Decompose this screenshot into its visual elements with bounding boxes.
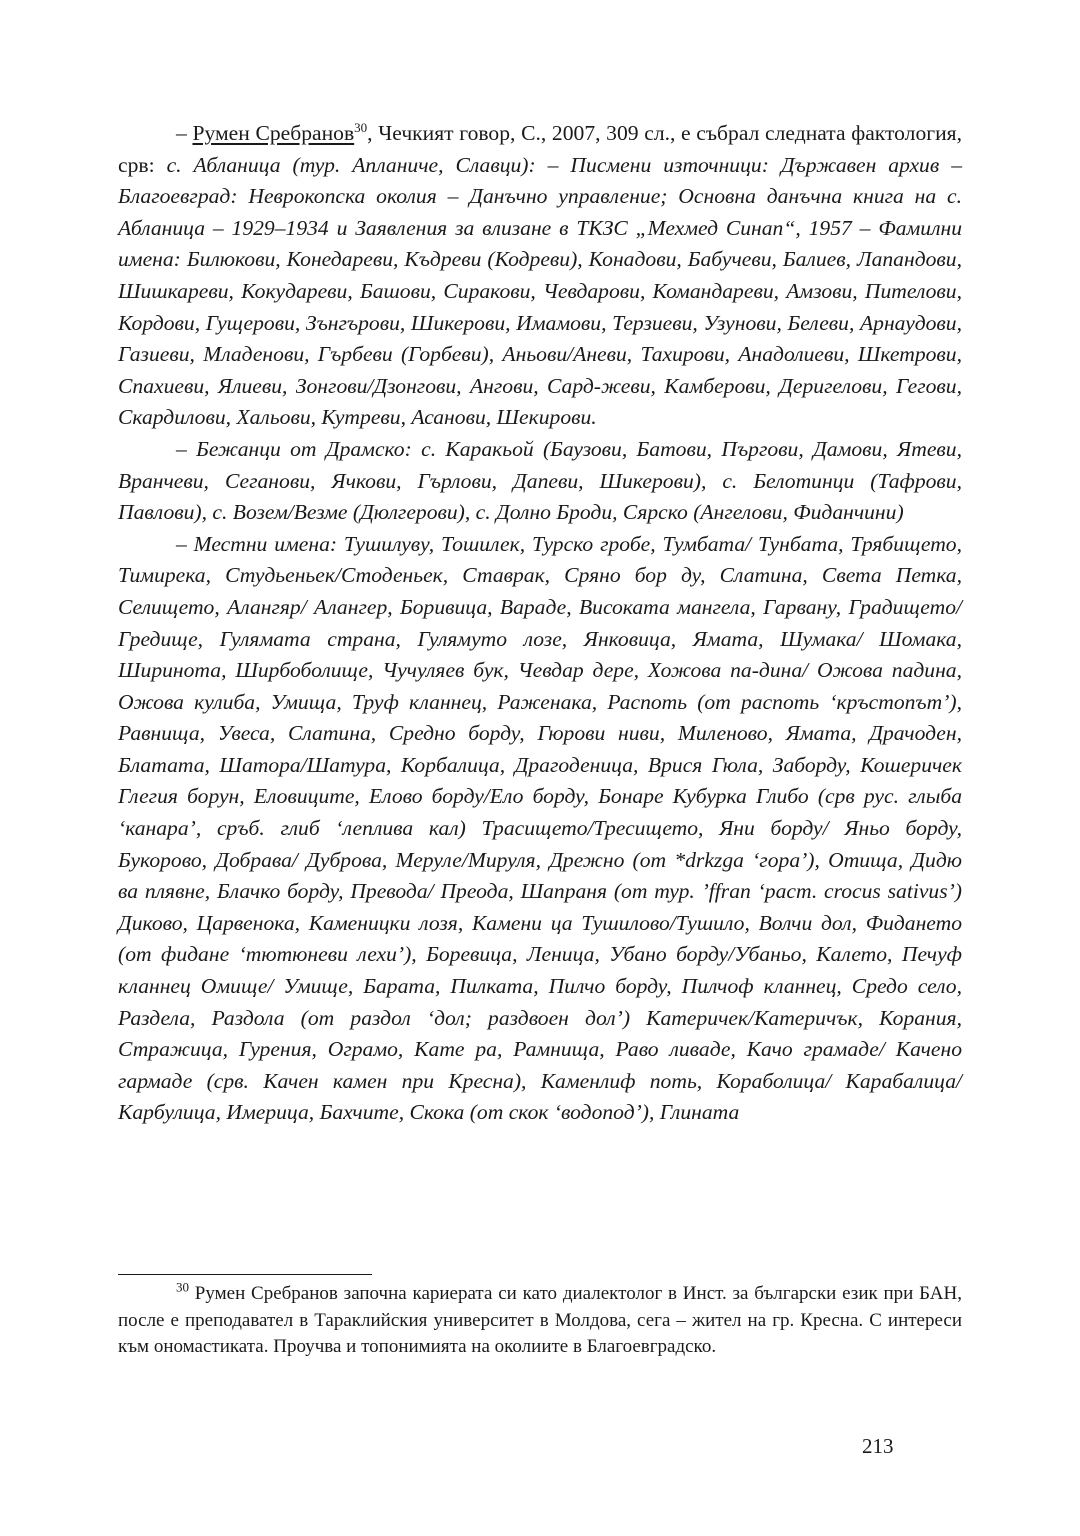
paragraph-place-names: – Местни имена: Тушилуву, Тошилек, Турско гробе, Тумбата/ Тунбата, Трябището, Тимирека, Студьеньек/Стоденьек, Ставрак, Сряно бор ду, Слатина, Света Петка, Селището, Алангяр/ Алангер, Боривица, Вараде, Високата мангела, Гарвану, Градището/Гредище, Гулямата страна, Гулямуто лозе, Янковица, Ямата, Шумака/ Шомака, Ширинота, Ширбоболище, Чучуляев бук, Чевдар дере, Хожова па-дина/ Ожова падина, Ожова кулиба, Умища, Труф кланнец, Раженака, Распоть (от распоть ‘кръстопът’), Равнища, Увеса, Слатина, Средно борду, Гюрови ниви, Миленово, Ямата, Драчоден, Блатата, Шатора/Шатура, Корбалица, Драгоденица, Врися Гюла, Заборду, Кошеричек Глегия борун, Еловиците, Елово борду/Ело борду, Бонаре Кубурка Глибо (срв рус. глыба ‘канара’, сръб. глиб ‘леплива кал) Трасището/Тресището, Яни борду/ Яньо борду, Букорово, Добрава/ Дуброва, Меруле/Мируля, Дрежно (от *drkzga ‘гора’), Отища, Дидю ва плявне, Блачко борду, Превода/ Преода, Шапраня (от тур. ’ffran ‘раст. crocus sativus’) Диково, Царвенока, Каменицки лозя, Камени ца Тушилово/Тушило, Волчи дол, Фидането (от фидане ‘тютюневи лехи’), Боревица, Леница, Убано борду/Убаньо, Калето, Печуф кланнец Омище/ Умище, Барата, Пилката, Пилчо борду, Пилчоф кланнец, Средо село, Раздела, Раздола (от раздол ‘дол; раздвоен дол’) Катеричек/Катеричък, Корания, Стражица, Гурения, Ограмо, Кате ра, Рамнища, Раво ливаде, Качо грамаде/ Качено гармаде (срв. Качен камен при Кресна), Каменлиф поть, Кораболица/ Карабалица/ Карбулица, Имерица, Бахчите, Скока (от скок ‘водопод’), Глината: [118, 531, 962, 1125]
paragraph-refugees: – Бежанци от Драмско: с. Каракьой (Баузови, Батови, Пъргови, Дамови, Ятеви, Вранчеви, Сеганови, Ячкови, Гърлови, Дапеви, Шикерови), с. Белотинци (Тафрови, Павлови), с. Возем/Везме (Дюлгерови), с. Долно Броди, Сярско (Ангелови, Фиданчини): [118, 436, 962, 525]
author-name: Румен Сребранов: [192, 121, 355, 145]
source-details: с. Абланица (тур. Апланиче, Славци): – Писмени източници: Държавен архив – Благоевград: Неврокопска околия – Данъчно управление; Основна данъчна книга на с. Абланица – 1929–1934 и Заявления за влизане в ТКЗС „Мехмед Синап“, 1957 – Фамилни имена: Билюкови, Конедареви, Къдреви (Кодреви), Конадови, Бабучеви, Балиев, Лапандови, Шишкареви, Кокудареви, Башови, Сиракови, Чевдарови, Командареви, Амзови, Пителови, Кордови, Гущерови, Зънгърови, Шикерови, Имамови, Терзиеви, Узунови, Белеви, Арнаудови, Газиеви, Младенови, Гърбеви (Горбеви), Аньови/Аневи, Тахирови, Анадолиеви, Шкетрови, Спахиеви, Ялиеви, Зонгови/Дзонгови, Ангови, Сард-жеви, Камберови, Деригелови, Гегови, Скардилови, Хальови, Кутреви, Асанови, Шекирови.: [118, 152, 962, 430]
footnote-marker: 30: [176, 1279, 189, 1295]
footnote-text: Румен Сребранов започна кариерата си като диалектолог в Инст. за български език при БАН, после е преподавател в Тараклийския университет в Молдова, сега – жител на гр. Кресна. С интереси към ономастиката. Проучва и топонимията на околиите в Благоевградско.: [118, 1283, 962, 1358]
footnote-reference[interactable]: 30: [354, 119, 368, 135]
paragraph-dash: –: [176, 121, 193, 145]
footnote: [118, 1281, 962, 1361]
source-citation: , Чечкият говор, С., 2007, 309 сл., е събрал следната фактология, срв:: [118, 121, 962, 177]
main-text: [118, 118, 962, 1129]
paragraph-sources: [118, 118, 962, 434]
page-number: 213: [862, 1434, 894, 1458]
footnote-separator: [118, 1274, 372, 1275]
